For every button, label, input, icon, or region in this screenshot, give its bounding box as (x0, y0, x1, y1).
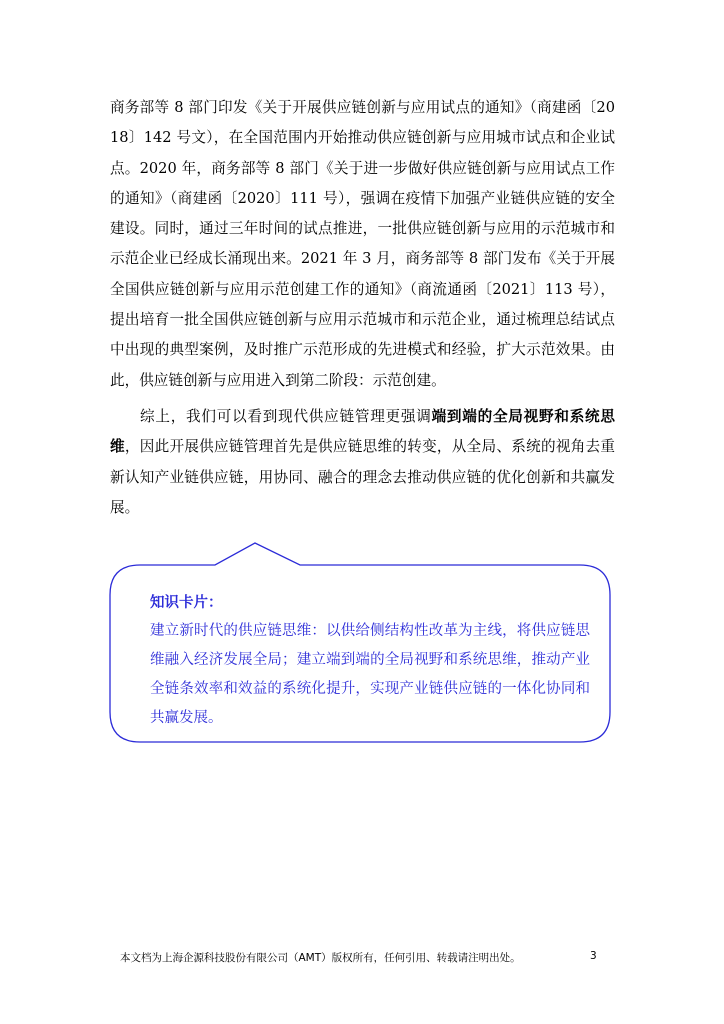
knowledge-card-text: 建立新时代的供应链思维：以供给侧结构性改革为主线，将供应链思维融入经济发展全局；建立端到端的全局视野和系统思维，推动产业全链条效率和效益的系统化提升，实现产业链供应链的一体化协同和共赢发展。 (150, 623, 590, 726)
paragraph-2-rest: ，因此开展供应链管理首先是供应链思维的转变，从全局、系统的视角去重新认知产业链供应链，用协同、融合的理念去推动供应链的优化创新和共赢发展。 (110, 438, 615, 516)
paragraph-2-lead: 综上，我们可以看到现代供应链管理更强调 (140, 408, 432, 425)
paragraph-2-emphasis: 端到端的全局视野和系统思维 (110, 408, 615, 456)
body-paragraph-1: 商务部等 8 部门印发《关于开展供应链创新与应用试点的通知》（商建函〔2018〕142 号文），在全国范围内开始推动供应链创新与应用城市试点和企业试点。2020 年，商务部等 8 部门《关于进一步做好供应链创新与应用试点工作的通知》（商建函〔2020〕111 号），强调在疫情下加强产业链供应链的安全建设。同时，通过三年时间的试点推进，一批供应链创新与应用的示范城市和示范企业已经成长涌现出来。2021 年 3 月，商务部等 8 部门发布《关于开展全国供应链创新与应用示范创建工作的通知》（商流通函〔2021〕113 号），提出培育一批全国供应链创新与应用示范城市和示范企业，通过梳理总结试点中出现的典型案例，及时推广示范形成的先进模式和经验，扩大示范效果。由此，供应链创新与应用进入到第二阶段：示范创建。 (110, 99, 615, 389)
knowledge-card-title: 知识卡片： (150, 594, 223, 611)
page-number: 3 (590, 950, 597, 962)
footer-copyright: 本文档为上海企源科技股份有限公司（AMT）版权所有，任何引用、转载请注明出处。 (120, 952, 521, 964)
